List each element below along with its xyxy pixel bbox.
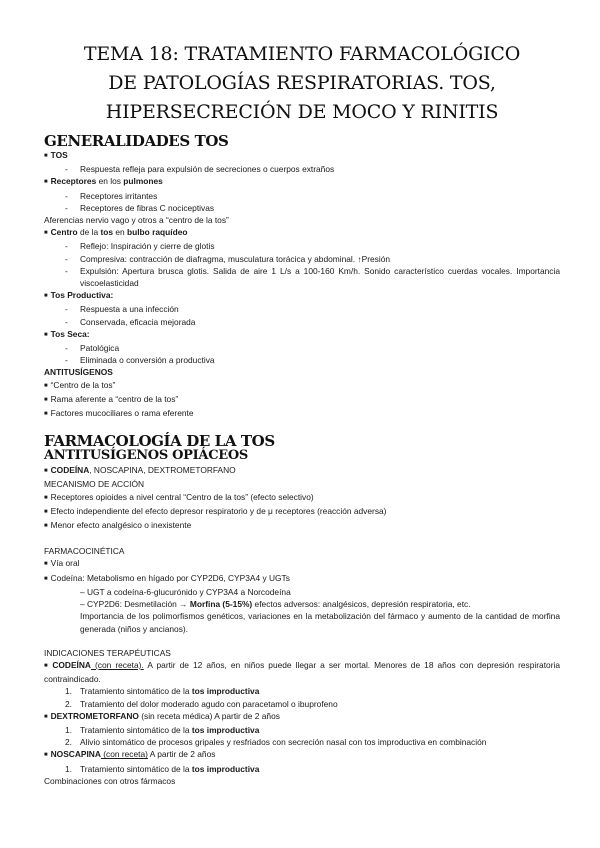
list-item: - Receptores de fibras C nociceptivas bbox=[44, 202, 560, 214]
list-item: ■ Factores mucociliares o rama eferente bbox=[44, 407, 560, 421]
list-item: 1. Tratamiento sintomático de la tos improductiva bbox=[65, 724, 260, 735]
list-item: ■ Rama aferente a “centro de la tos” bbox=[44, 393, 560, 407]
list-item: 1. Tratamiento sintomático de la tos improductiva bbox=[65, 763, 260, 774]
list-item: - Patológica bbox=[44, 342, 560, 354]
list-item: - Reflejo: Inspiración y cierre de glotis bbox=[44, 240, 560, 252]
subheading-antitusigenos-opiaceos: ANTITUSÍGENOS OPIÁCEOS bbox=[44, 448, 248, 464]
list-item: ■ Menor efecto analgésico o inexistente bbox=[44, 519, 560, 533]
antitusigenos-label: ANTITUSÍGENOS bbox=[44, 367, 113, 378]
bullet-centro: ■ Centro de la tos en bulbo raquídeo bbox=[44, 226, 560, 240]
list-item: - Expulsión: Apertura brusca glotis. Salida de aire 1 L/s a 100-160 Km/h. Sonido característico cuerdas vocales. Importancia viscoelasticidad bbox=[44, 265, 560, 289]
list-item: - Eliminada o conversión a productiva bbox=[44, 354, 560, 366]
list-item: ■ Receptores opioides a nivel central “Centro de la tos” (efecto selectivo) bbox=[44, 491, 560, 505]
importancia-text: Importancia de los polimorfismos genéticos, variaciones en la metabolización del fármaco y aumento de la cantidad de morfina generada (niños y ancianos). bbox=[80, 611, 560, 634]
list-item: - Respuesta a una infección bbox=[44, 303, 560, 315]
aferencias-text: Aferencias nervio vago y otros a “centro de la tos” bbox=[44, 215, 229, 226]
list-item: ■ Vía oral bbox=[44, 557, 560, 571]
list-item: ■ Codeína: Metabolismo en hígado por CYP2D6, CYP3A4 y UGTs bbox=[44, 572, 560, 586]
dextro-indicacion: ■ DEXTROMETORFANO (sin receta médica) A partir de 2 años bbox=[44, 710, 560, 724]
bullet-productiva: ■ Tos Productiva: bbox=[44, 289, 560, 303]
section-heading-generalidades: GENERALIDADES TOS bbox=[44, 132, 229, 150]
list-item: 1. Tratamiento sintomático de la tos improductiva bbox=[65, 686, 260, 697]
list-item: 2. Alivio sintomático de procesos gripales y resfriados con secreción nasal con tos improductiva en combinación bbox=[65, 737, 487, 748]
document-page bbox=[44, 40, 560, 787]
mecanismo-label: MECANISMO DE ACCIÓN bbox=[44, 479, 145, 490]
bullet-tos: ■ TOS bbox=[44, 149, 560, 163]
list-item: - Respuesta refleja para expulsión de secreciones o cuerpos extraños bbox=[44, 163, 560, 175]
farmacocinetica-label: FARMACOCINÉTICA bbox=[44, 546, 125, 557]
list-item: - Compresiva: contracción de diafragma, musculatura torácica y abdominal. ↑Presión bbox=[44, 253, 560, 265]
title-line: HIPERSECRECIÓN DE MOCO Y RINITIS bbox=[105, 101, 499, 123]
bullet-seca: ■ Tos Seca: bbox=[44, 328, 560, 342]
title-line: TEMA 18: TRATAMIENTO FARMACOLÓGICO bbox=[83, 43, 521, 65]
title-line: DE PATOLOGÍAS RESPIRATORIAS. TOS, bbox=[108, 72, 496, 94]
list-item: - Conservada, eficacia mejorada bbox=[44, 316, 560, 328]
list-item: ■ “Centro de la tos” bbox=[44, 379, 560, 393]
indicaciones-label: INDICACIONES TERAPÉUTICAS bbox=[44, 647, 171, 658]
document-title bbox=[44, 40, 560, 127]
combinaciones-text: Combinaciones con otros fármacos bbox=[44, 775, 176, 786]
list-item: 2. Tratamiento del dolor moderado agudo con paracetamol o ibuprofeno bbox=[65, 698, 338, 709]
cyp-line: – CYP2D6: Desmetilación → Morfina (5-15%) efectos adversos: analgésicos, depresión respiratoria, etc. bbox=[80, 599, 471, 610]
noscapina-indicacion: ■ NOSCAPINA (con receta) A partir de 2 años bbox=[44, 748, 560, 762]
list-item: ■ Efecto independiente del efecto depresor respiratorio y de μ receptores (reacción adversa) bbox=[44, 505, 560, 519]
ugt-line: – UGT a codeína-6-glucurónido y CYP3A4 a Norcodeína bbox=[80, 586, 291, 597]
list-item: - Receptores irritantes bbox=[44, 190, 560, 202]
section-heading-farmacologia: FARMACOLOGÍA DE LA TOS bbox=[44, 432, 275, 451]
drugs-line: ■ CODEÍNA, NOSCAPINA, DEXTROMETORFANO bbox=[44, 464, 560, 478]
bullet-receptores: ■ Receptores en los pulmones bbox=[44, 175, 560, 189]
codeina-indicacion: ■ CODEÍNA (con receta). A partir de 12 años, en niños puede llegar a ser mortal. Menores de 18 años con depresión respiratoria contraindicado. bbox=[44, 659, 560, 685]
